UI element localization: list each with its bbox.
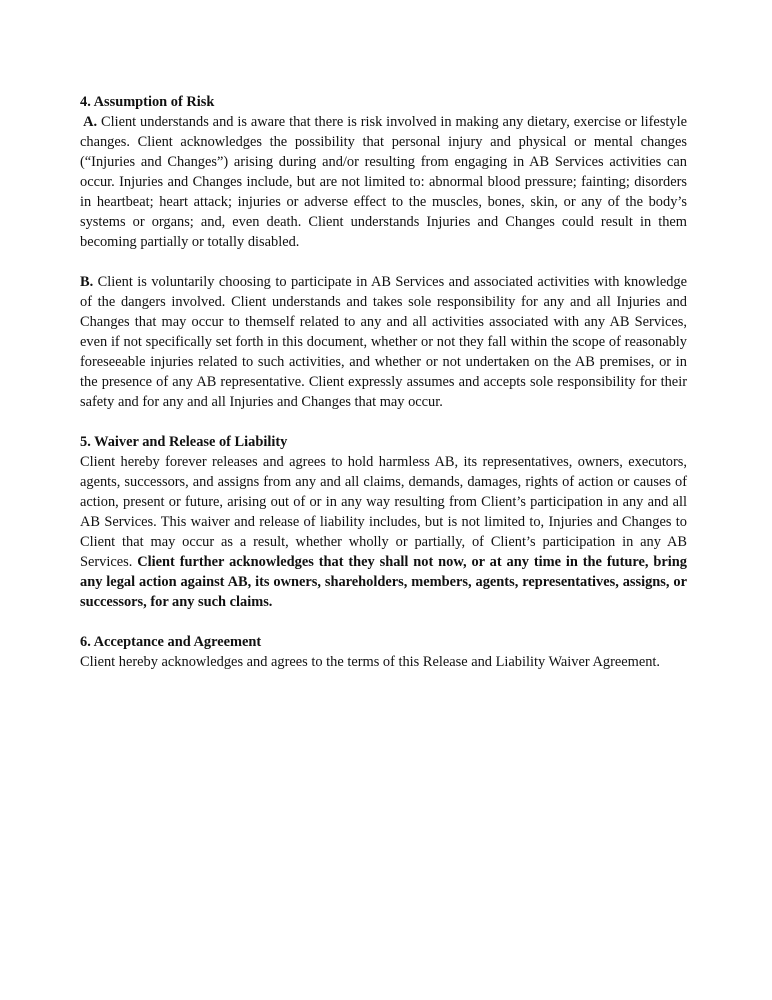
section-heading-acceptance-and-agreement: 6. Acceptance and Agreement bbox=[80, 634, 262, 650]
section-heading-assumption-of-risk: 4. Assumption of Risk bbox=[80, 94, 215, 110]
waiver-text: Client hereby forever releases and agrees to hold harmless AB, its representatives, owners, executors, agents, successors, and assigns from any and all claims, demands, damages, rights of action or causes of action, present or future, arising out of or in any way resulting from Client’s participation in any and all AB Services. This waiver and release of liability includes, but is not limited to, Injuries and Changes to Client that may occur as a result, whether wholly or partially, of Client’s participation in any AB Services. bbox=[80, 454, 687, 570]
section-heading-waiver-and-release: 5. Waiver and Release of Liability bbox=[80, 434, 288, 450]
subsection-text-b: Client is voluntarily choosing to participate in AB Services and associated activities with knowledge of the dangers involved. Client understands and takes sole responsibility for any and all Injuries and Changes that may occur to themself related to any and all activities associated with any AB Services, even if not specifically set forth in this document, whether or not they fall within the scope of reasonably foreseeable injuries related to such activities, and whether or not undertaken on the AB premises, or in the presence of any AB representative. Client expressly assumes and accepts sole responsibility for their safety and for any and all Injuries and Changes that may occur. bbox=[80, 274, 687, 410]
paragraph-assumption-of-risk-a bbox=[80, 112, 687, 252]
waiver-bold-text: Client further acknowledges that they shall not now, or at any time in the future, bring any legal action against AB, its owners, shareholders, members, agents, representatives, assigns, or successors, for any such claims. bbox=[80, 554, 687, 610]
subsection-label-a: A. bbox=[80, 114, 98, 130]
section-assumption-of-risk bbox=[80, 92, 687, 412]
paragraph-acceptance-and-agreement: Client hereby acknowledges and agrees to the terms of this Release and Liability Waiver Agreement. bbox=[80, 654, 661, 670]
subsection-label-b: B. bbox=[80, 274, 94, 290]
paragraph-waiver-and-release bbox=[80, 452, 687, 612]
paragraph-assumption-of-risk-b bbox=[80, 272, 687, 412]
subsection-text-a: Client understands and is aware that there is risk involved in making any dietary, exercise or lifestyle changes. Client acknowledges the possibility that personal injury and physical or mental changes (“Injuries and Changes”) arising during and/or resulting from engaging in AB Services activities can occur. Injuries and Changes include, but are not limited to: abnormal blood pressure; fainting; disorders in heartbeat; heart attack; injuries or adverse effect to the muscles, bones, skin, or any of the body’s systems or organs; and, even death. Client understands Injuries and Changes could result in them becoming partially or totally disabled. bbox=[80, 114, 687, 250]
document-page bbox=[80, 92, 687, 692]
section-acceptance-and-agreement bbox=[80, 632, 687, 672]
section-waiver-and-release bbox=[80, 432, 687, 612]
